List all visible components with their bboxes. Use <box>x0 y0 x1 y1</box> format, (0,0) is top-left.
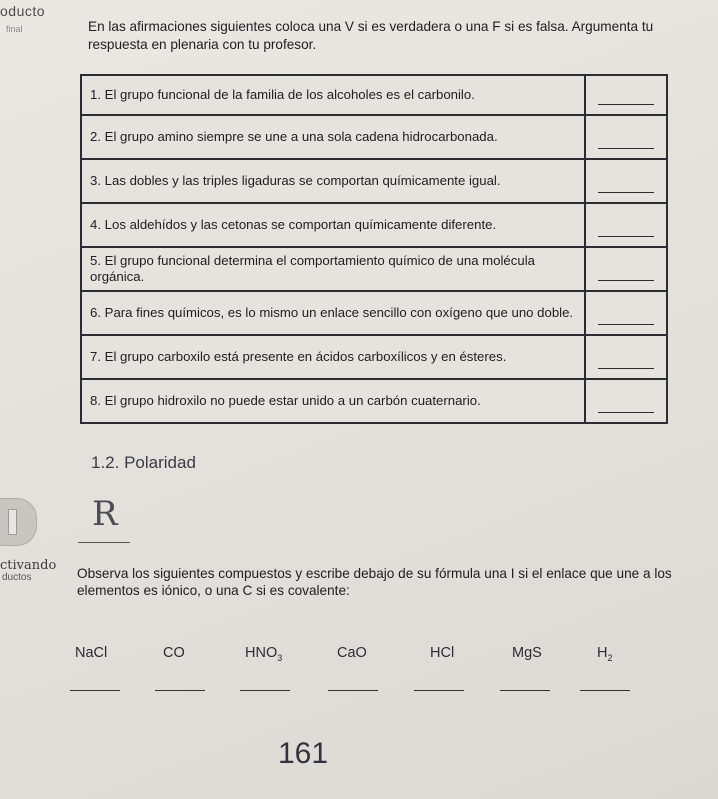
table-row <box>81 291 667 335</box>
statement-2: 2. El grupo amino siempre se une a una sola cadena hidrocarbonada. <box>81 115 585 159</box>
formula-mgs: MgS <box>512 645 542 661</box>
statement-6: 6. Para fines químicos, es lo mismo un enlace sencillo con oxígeno que uno doble. <box>81 291 585 335</box>
section-badge-letter: R <box>92 494 118 534</box>
table-row <box>81 75 667 115</box>
formula-answer-blank[interactable] <box>155 690 205 691</box>
table-row <box>81 203 667 247</box>
table-row <box>81 247 667 291</box>
table-row <box>81 379 667 423</box>
statement-3: 3. Las dobles y las triples ligaduras se comportan químicamente igual. <box>81 159 585 203</box>
margin-side-label: ctivando <box>0 558 57 573</box>
formula-hcl: HCl <box>430 645 455 661</box>
formula-hno3: $HNO_3$ <box>245 645 283 663</box>
answer-blank-8[interactable] <box>585 379 667 423</box>
formula-answer-blank[interactable] <box>70 690 120 691</box>
formula-answer-blank[interactable] <box>328 690 378 691</box>
badge-underline <box>78 542 130 543</box>
statement-1: 1. El grupo funcional de la familia de los alcoholes es el carbonilo. <box>81 75 585 115</box>
answer-blank-1[interactable] <box>585 75 667 115</box>
answer-blank-3[interactable] <box>585 159 667 203</box>
statement-7: 7. El grupo carboxilo está presente en ácidos carboxílicos y en ésteres. <box>81 335 585 379</box>
section-title: 1.2. Polaridad <box>91 453 196 472</box>
answer-blank-6[interactable] <box>585 291 667 335</box>
formula-nacl: NaCl <box>75 645 108 661</box>
answer-blank-2[interactable] <box>585 115 667 159</box>
answer-blank-7[interactable] <box>585 335 667 379</box>
formula-answer-blank[interactable] <box>580 690 630 691</box>
true-false-table <box>80 74 668 424</box>
exercise-instructions: En las afirmaciones siguientes coloca una V si es verdadera o una F si es falsa. Argumenta tu respuesta en plenaria con tu profesor. <box>88 19 654 52</box>
polarity-instructions: Observa los siguientes compuestos y escribe debajo de su fórmula una I si el enlace que une a los elementos es iónico, o una C si es covalente: <box>77 566 672 598</box>
formula-cao: CaO <box>337 645 367 661</box>
formula-co: CO <box>163 645 185 661</box>
table-row <box>81 115 667 159</box>
statement-5: 5. El grupo funcional determina el comportamiento químico de una molécula orgánica. <box>81 247 585 291</box>
page-number: 161 <box>278 737 329 770</box>
statement-4: 4. Los aldehídos y las cetonas se comportan químicamente diferente. <box>81 203 585 247</box>
margin-subtitle: final <box>6 24 23 34</box>
formula-answer-blank[interactable] <box>414 690 464 691</box>
answer-blank-5[interactable] <box>585 247 667 291</box>
statement-8: 8. El grupo hidroxilo no puede estar unido a un carbón cuaternario. <box>81 379 585 423</box>
margin-side-sublabel: ductos <box>2 572 32 583</box>
formula-answer-blank[interactable] <box>240 690 290 691</box>
formula-h2: $H_2$ <box>597 645 613 663</box>
table-row <box>81 335 667 379</box>
tab-marker-icon <box>0 498 37 546</box>
formula-answer-blank[interactable] <box>500 690 550 691</box>
answer-blank-4[interactable] <box>585 203 667 247</box>
table-row <box>81 159 667 203</box>
margin-title: oducto <box>0 3 46 19</box>
